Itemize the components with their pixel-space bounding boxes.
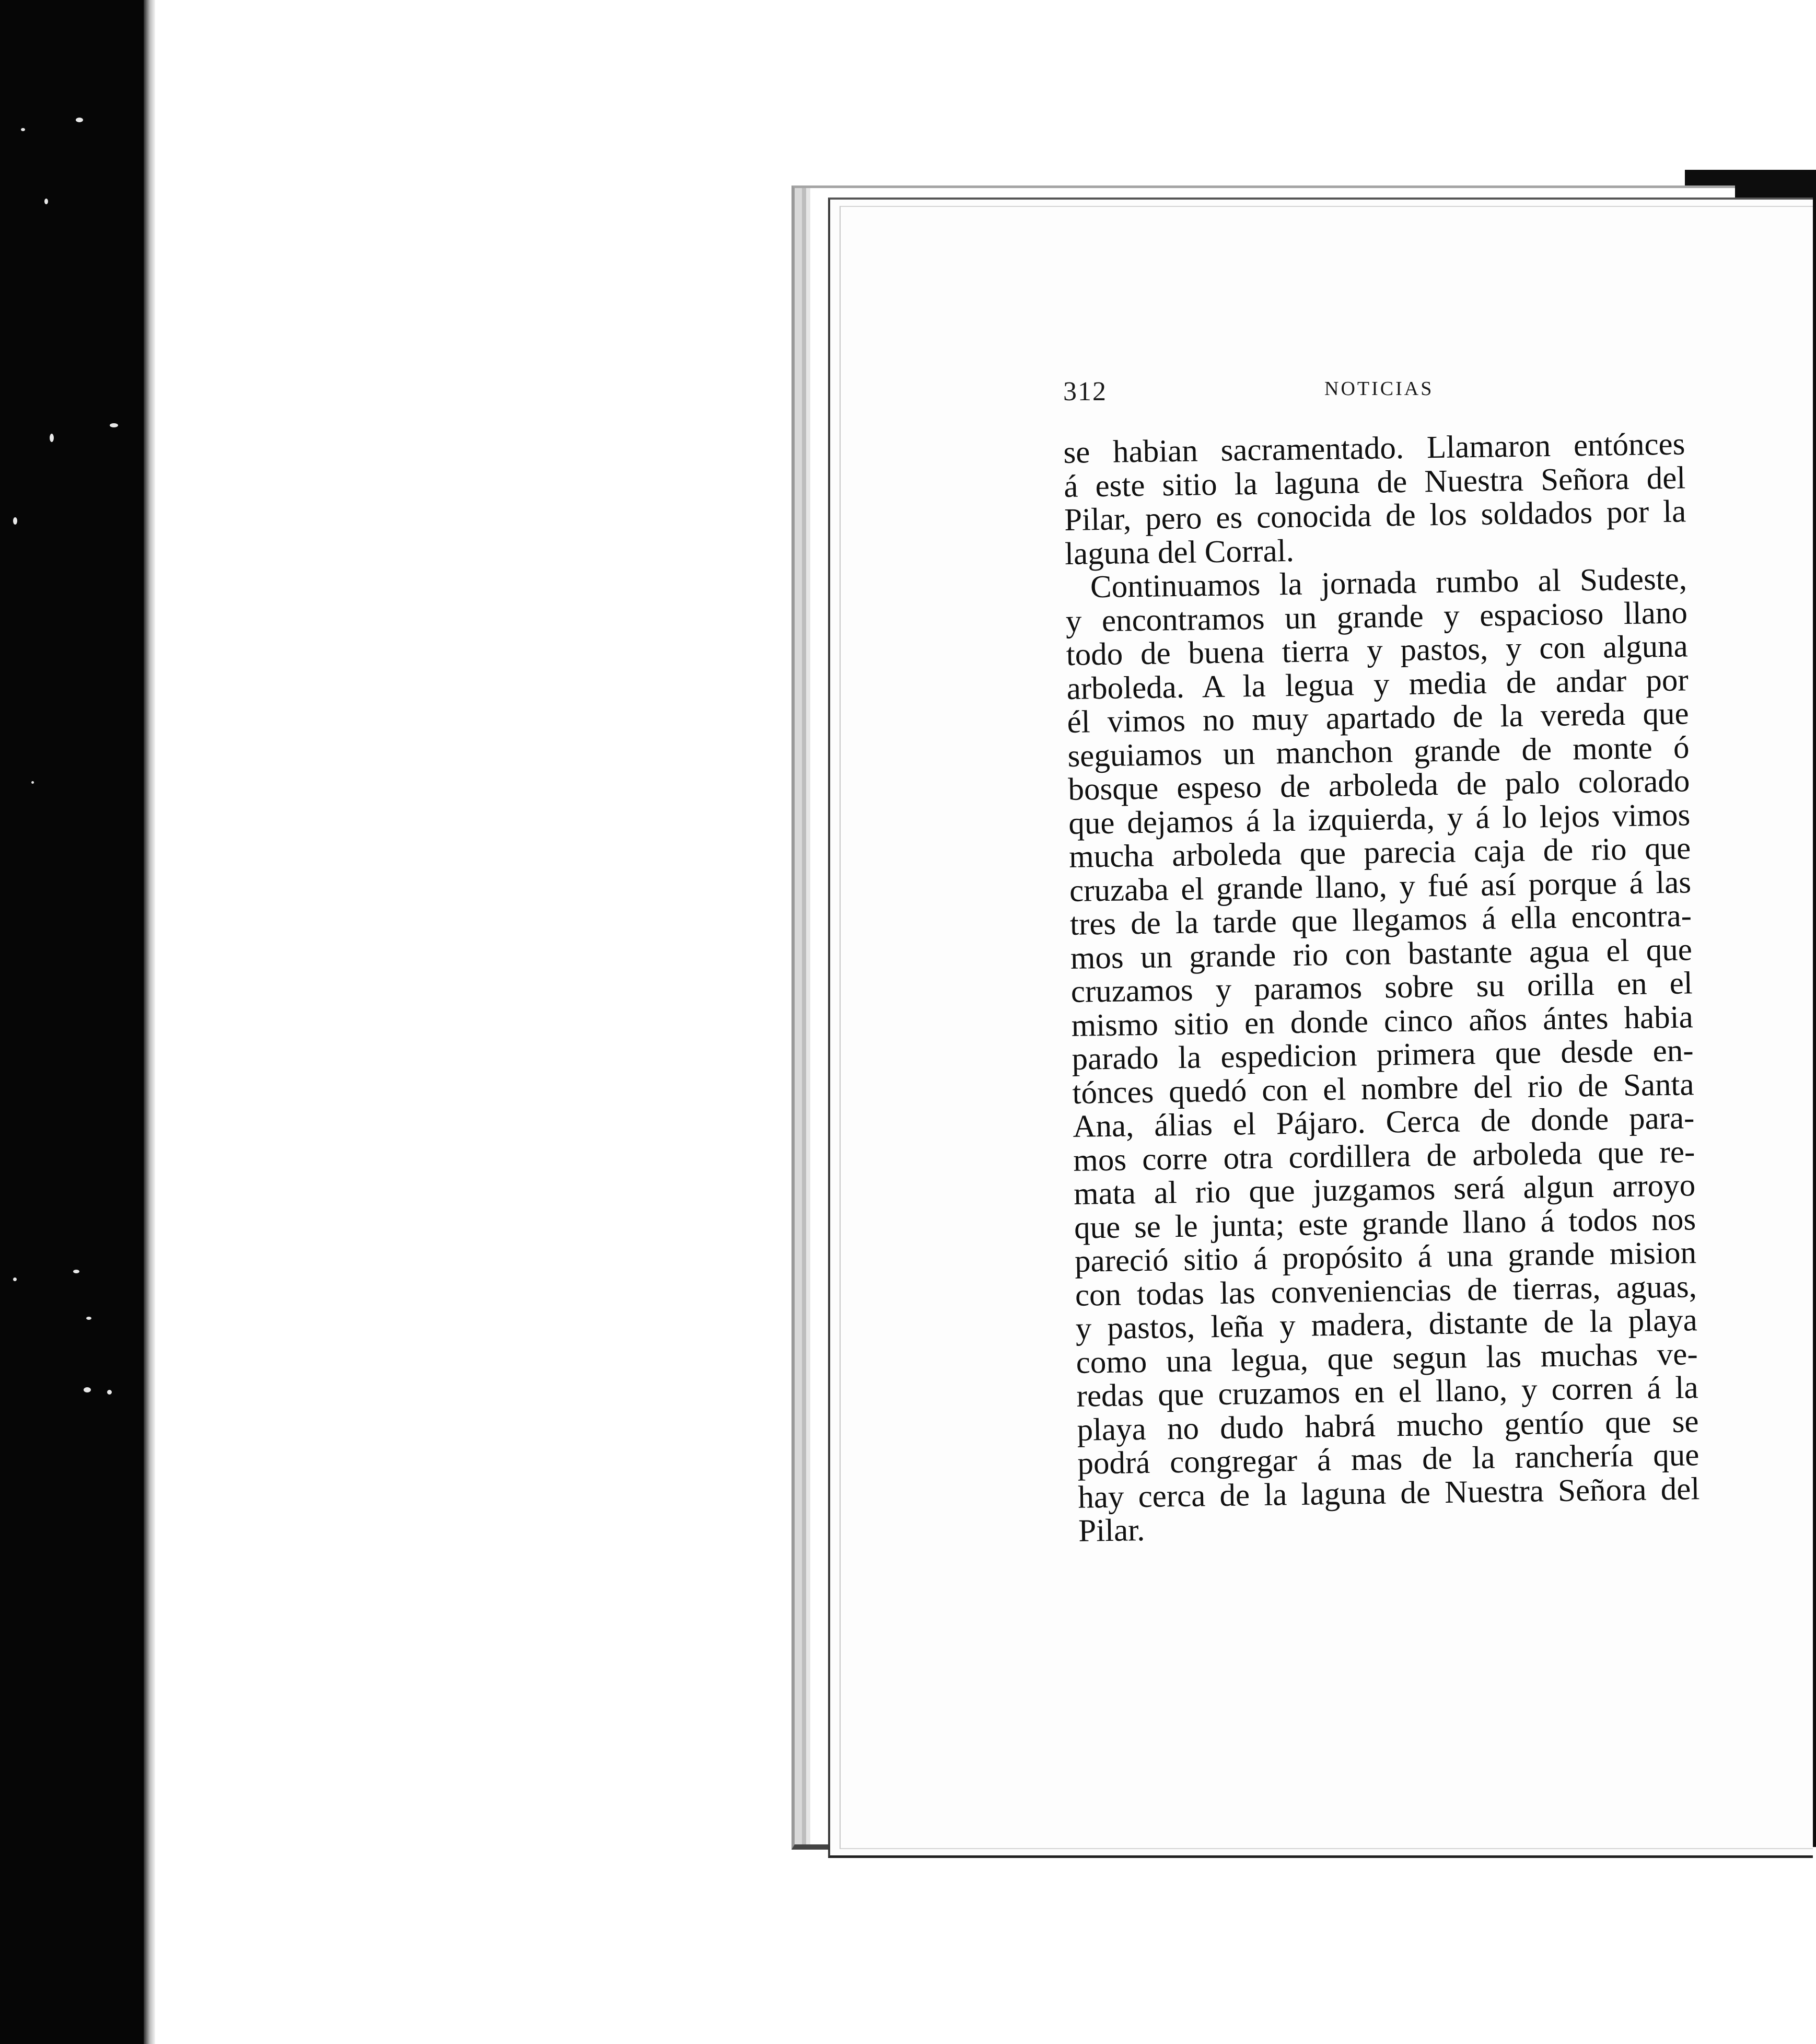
text-line: y pastos, leña y madera, distante de la playa: [1075, 1303, 1698, 1346]
film-speck: [76, 118, 83, 122]
text-line: tónces quedó con el nombre del rio de Santa: [1072, 1066, 1694, 1111]
text-line: seguiamos un manchon grande de monte ó: [1067, 729, 1690, 774]
text-line: mos un grande rio con bastante agua el que: [1070, 932, 1693, 976]
text-line: se habian sacramentado. Llamaron entónces: [1063, 426, 1685, 470]
film-speck: [107, 1390, 112, 1395]
text-line: playa no dudo habrá mucho gentío que se: [1077, 1403, 1699, 1448]
text-line: parado la espedicion primera que desde en-: [1072, 1033, 1694, 1077]
text-line: y encontramos un grande y espacioso llano: [1065, 595, 1688, 639]
text-line: bosque espeso de arboleda de palo colorado: [1067, 763, 1690, 807]
text-line: pareció sitio á propósito á una grande mision: [1074, 1235, 1697, 1279]
text-line: cruzaba el grande llano, y fué así porque á las: [1069, 864, 1692, 909]
running-head: [1063, 376, 1680, 413]
text-line: todo de buena tierra y pastos, y con alguna: [1066, 629, 1689, 672]
text-line: podrá congregar á mas de la ranchería que: [1077, 1437, 1699, 1481]
film-speck: [73, 1270, 79, 1273]
text-line: Ana, álias el Pájaro. Cerca de donde para-: [1072, 1100, 1695, 1144]
text-line: mata al rio que juzgamos será algun arroyo: [1073, 1168, 1696, 1212]
text-line: como una legua, que segun las muchas ve-: [1076, 1336, 1698, 1380]
text-line: cruzamos y paramos sobre su orilla en el: [1070, 966, 1693, 1009]
text-line: Pilar.: [1078, 1513, 1145, 1549]
film-border-gradient: [144, 0, 155, 2044]
film-speck: [110, 423, 118, 427]
text-line: redas que cruzamos en el llano, y corren á la: [1076, 1370, 1699, 1414]
film-speck: [21, 128, 25, 131]
film-dark-edge: [0, 0, 144, 2044]
text-line: laguna del Corral.: [1064, 533, 1295, 572]
text-line: con todas las conveniencias de tierras, aguas,: [1075, 1269, 1697, 1313]
text-line: Continuamos la jornada rumbo al Sudeste,: [1090, 561, 1687, 605]
text-line: él vimos no muy apartado de la vereda que: [1067, 696, 1689, 740]
film-speck: [50, 434, 54, 442]
text-line: mucha arboleda que parecia caja de rio que: [1068, 831, 1691, 875]
film-speck: [86, 1317, 91, 1320]
text-line: hay cerca de la laguna de Nuestra Señora del: [1077, 1471, 1700, 1515]
film-speck: [44, 199, 48, 204]
text-line: arboleda. A la legua y media de andar por: [1066, 662, 1689, 706]
text-line: que se le junta; este grande llano á todos nos: [1074, 1201, 1696, 1246]
film-speck: [84, 1387, 91, 1392]
film-speck: [13, 1278, 17, 1281]
running-title: NOTICIAS: [1324, 378, 1434, 400]
text-line: á este sitio la laguna de Nuestra Señora del: [1063, 460, 1686, 504]
text-line: que dejamos á la izquierda, y á lo lejos vimos: [1068, 797, 1691, 841]
body-text: [1063, 427, 1758, 1548]
text-line: mos corre otra cordillera de arboleda que re-: [1073, 1134, 1695, 1178]
text-line: tres de la tarde que llegamos á ella encontra-: [1069, 898, 1692, 942]
page-number: 312: [1063, 377, 1107, 407]
film-speck: [13, 517, 17, 525]
text-line: mismo sitio en donde cinco años ántes habia: [1071, 999, 1694, 1043]
film-speck: [31, 781, 34, 784]
text-line: Pilar, pero es conocida de los soldados por la: [1064, 494, 1686, 538]
